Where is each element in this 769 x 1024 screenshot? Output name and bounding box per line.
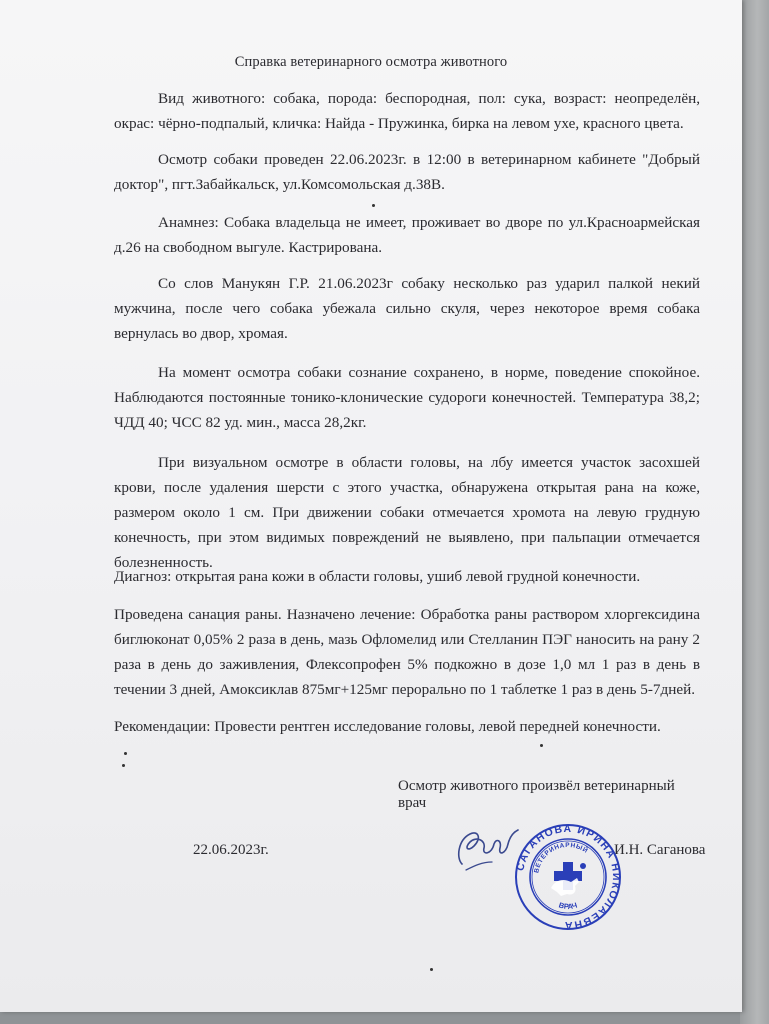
paragraph-exam-info: Осмотр собаки проведен 22.06.2023г. в 12:00 в ветеринарном кабинете "Добрый доктор", пгт.Забайкальск, ул.Комсомольская д.38В. [114, 151, 700, 193]
paragraph-condition: На момент осмотра собаки сознание сохранено, в норме, поведение спокойное. Наблюдаются постоянные тонико-клонические судороги конечностей. Температура 38,2; ЧДД 40; ЧСС 82 уд. мин., масса 28,2кг. [114, 364, 700, 431]
background-surface [740, 0, 769, 1024]
speck [122, 764, 125, 767]
paragraph-animal-info: Вид животного: собака, порода: беспородная, пол: сука, возраст: неопределён, окрас: чёрно-подпалый, кличка: Найда - Пружинка, бирка на левом ухе, красного цвета. [114, 90, 700, 132]
svg-text:ВЕТЕРИНАРНЫЙ: ВЕТЕРИНАРНЫЙ [533, 841, 590, 874]
stamp-emblem-icon [551, 862, 586, 896]
doctor-name: И.Н. Саганова [614, 842, 706, 858]
speck [540, 744, 543, 747]
speck [124, 752, 127, 755]
document-date: 22.06.2023г. [193, 842, 269, 858]
svg-text:САГАНОВА ИРИНА НИКОЛАЕВНА: САГАНОВА ИРИНА НИКОЛАЕВНА [514, 822, 623, 932]
paragraph-diagnosis: Диагноз: открытая рана кожи в области головы, ушиб левой грудной конечности. [114, 568, 641, 585]
paragraph-visual-exam: При визуальном осмотре в области головы, на лбу имеется участок засохшей крови, после удаления шерсти с этого участка, обнаружена открытая рана на коже, размером около 1 см. При движении собаки отмечается хромота на левую грудную конечность, при этом видимых повреждений не выявлено, при пальпации отмечается болезненность. [114, 454, 700, 571]
veterinarian-stamp [513, 822, 623, 932]
paragraph-anamnesis: Анамнез: Собака владельца не имеет, проживает во дворе по ул.Красноармейская д.26 на свободном выгуле. Кастрирована. [114, 214, 700, 256]
svg-text:ВРАЧ: ВРАЧ [557, 900, 579, 912]
speck [372, 204, 375, 207]
document-title: Справка ветеринарного осмотра животного [234, 54, 508, 70]
signature-caption: Осмотр животного произвёл ветеринарный врач [398, 778, 675, 811]
paragraph-recommendations: Рекомендации: Провести рентген исследование головы, левой передней конечности. [114, 718, 661, 735]
paragraph-history: Со слов Манукян Г.Р. 21.06.2023г собаку несколько раз ударил палкой некий мужчина, после чего собака убежала сильно скуля, через некоторое время собака вернулась во двор, хромая. [114, 275, 700, 342]
speck [430, 968, 433, 971]
paragraph-treatment: Проведена санация раны. Назначено лечение: Обработка раны раствором хлоргексидина биглюконат 0,05% 2 раза в день, мазь Офломелид или Стелланин ПЭГ наносить на рану 2 раза в день до заживления, Флексопрофен 5% подкожно в дозе 1,0 мл 1 раз в день в течении 3 дней, Амоксиклав 875мг+125мг перорально по 1 таблетке 1 раз в день 5-7дней. [114, 606, 700, 698]
